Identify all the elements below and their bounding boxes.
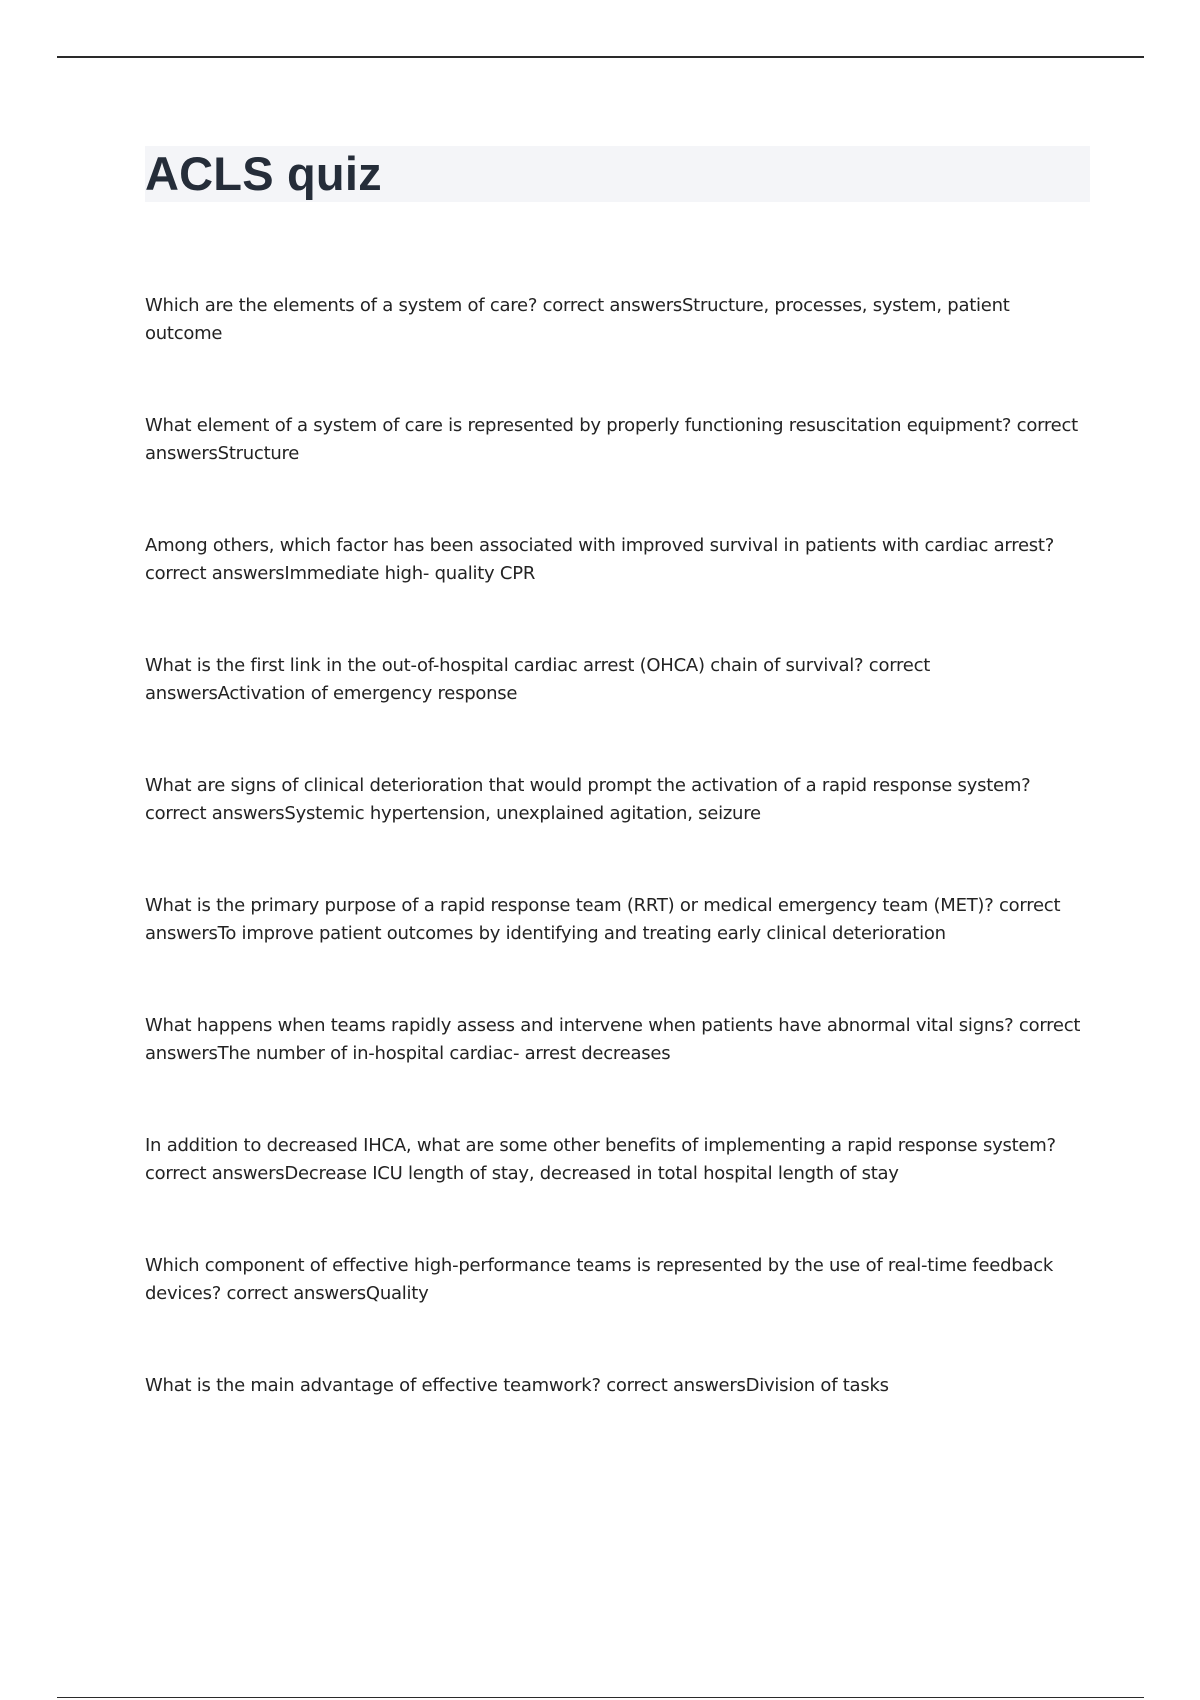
qa-item-10 [145,1372,1090,1492]
qa-text: Which component of effective high-performance teams is represented by the use of real-time feedback devices? correct answersQuality [145,1255,1054,1304]
qa-item-1 [145,292,1090,412]
qa-text: Among others, which factor has been associated with improved survival in patients with cardiac arrest? correct answersImmediate high- quality CPR [145,535,1055,584]
qa-text: What is the primary purpose of a rapid response team (RRT) or medical emergency team (MET)? correct answersTo improve patient outcomes by identifying and treating early clinical deterioration [145,895,1061,944]
page-top-rule [57,56,1144,58]
qa-list [145,292,1090,1492]
qa-text: What are signs of clinical deterioration that would prompt the activation of a rapid response system? correct answersSystemic hypertension, unexplained agitation, seizure [145,775,1031,824]
title-band [145,146,1090,202]
qa-text: What is the first link in the out-of-hospital cardiac arrest (OHCA) chain of survival? correct answersActivation of emergency response [145,655,931,704]
page-title: ACLS quiz [145,147,382,200]
qa-item-9 [145,1252,1090,1372]
qa-item-6 [145,892,1090,1012]
qa-item-5 [145,772,1090,892]
qa-text: What happens when teams rapidly assess and intervene when patients have abnormal vital signs? correct answersThe number of in-hospital cardiac- arrest decreases [145,1015,1081,1064]
qa-item-7 [145,1012,1090,1132]
qa-text: What element of a system of care is represented by properly functioning resuscitation equipment? correct answersStructure [145,415,1078,464]
qa-item-8 [145,1132,1090,1252]
qa-item-3 [145,532,1090,652]
qa-text: Which are the elements of a system of care? correct answersStructure, processes, system, patient outcome [145,295,1010,344]
qa-item-2 [145,412,1090,532]
qa-item-4 [145,652,1090,772]
page-bottom-rule [57,1697,1144,1698]
qa-text: In addition to decreased IHCA, what are some other benefits of implementing a rapid response system? correct answersDecrease ICU length of stay, decreased in total hospital length of stay [145,1135,1056,1184]
qa-text: What is the main advantage of effective teamwork? correct answersDivision of tasks [145,1375,889,1396]
